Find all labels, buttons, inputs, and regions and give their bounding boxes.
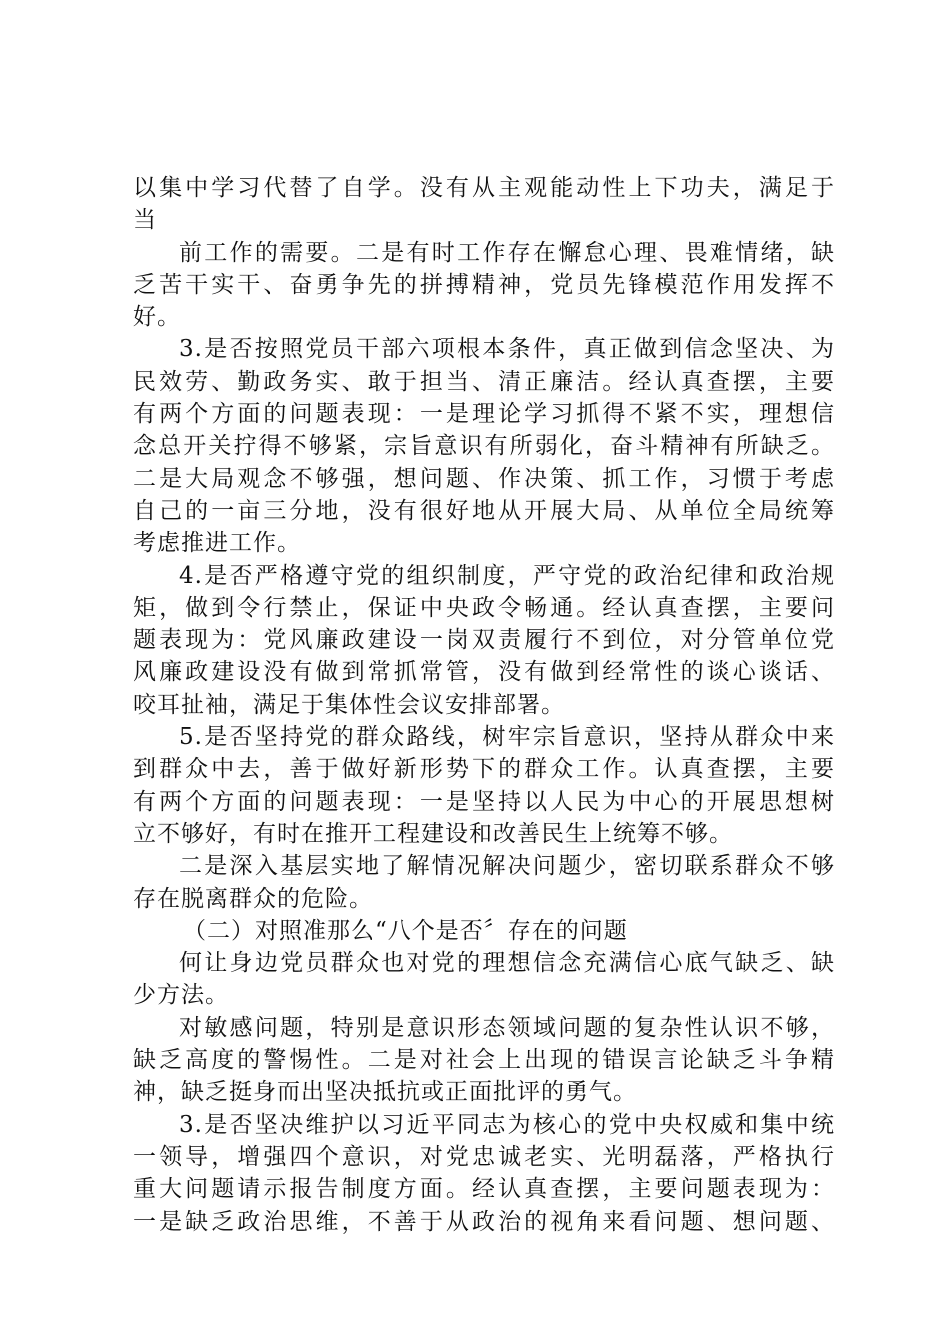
text-line: 好。 bbox=[133, 304, 181, 331]
text-line: 一领导，增强四个意识，对党忠诚老实、光明磊落，严格执行 bbox=[133, 1143, 835, 1170]
text-line: 民效劳、勤政务实、敢于担当、清正廉洁。经认真查摆，主要 bbox=[133, 368, 835, 395]
text-line: 3.是否坚决维护以习近平同志为核心的党中央权威和集中统 bbox=[179, 1111, 835, 1138]
text-line: 二是大局观念不够强，想问题、作决策、抓工作，习惯于考虑 bbox=[133, 465, 835, 492]
text-line: 立不够好，有时在推开工程建设和改善民生上统筹不够。 bbox=[133, 820, 733, 847]
text-line: 重大问题请示报告制度方面。经认真查摆，主要问题表现为： bbox=[133, 1176, 835, 1203]
text-line: 神，缺乏挺身而出坚决抵抗或正面批评的勇气。 bbox=[133, 1079, 637, 1106]
text-line: 有两个方面的问题表现：一是理论学习抓得不紧不实，理想信 bbox=[133, 401, 835, 428]
text-line: 3.是否按照党员干部六项根本条件，真正做到信念坚决、为 bbox=[179, 336, 835, 363]
text-line: 缺乏高度的警惕性。二是对社会上出现的错误言论缺乏斗争精 bbox=[133, 1047, 835, 1074]
section-heading: （二）对照准那么“八个是否〞存在的问题 bbox=[183, 917, 628, 944]
text-line: 矩，做到令行禁止，保证中央政令畅通。经认真查摆，主要问 bbox=[133, 594, 835, 621]
document-body bbox=[133, 172, 835, 1238]
text-line: 自己的一亩三分地，没有很好地从开展大局、从单位全局统筹 bbox=[133, 497, 835, 524]
text-line: 咬耳扯袖，满足于集体性会议安排部署。 bbox=[133, 691, 565, 718]
text-line: 乏苦干实干、奋勇争先的拼搏精神，党员先锋模范作用发挥不 bbox=[133, 271, 835, 298]
text-line: 以集中学习代替了自学。没有从主观能动性上下功夫，满足于 bbox=[133, 175, 835, 201]
text-line: 5.是否坚持党的群众路线，树牢宗旨意识，坚持从群众中来 bbox=[179, 724, 835, 751]
text-line: 何让身边党员群众也对党的理想信念充满信心底气缺乏、缺 bbox=[179, 950, 835, 977]
text-line: 到群众中去，善于做好新形势下的群众工作。认真查摆，主要 bbox=[133, 756, 835, 783]
text-line: 当 bbox=[133, 207, 157, 234]
text-line: 风廉政建设没有做到常抓常管，没有做到经常性的谈心谈话、 bbox=[133, 659, 835, 686]
text-line: 4.是否严格遵守党的组织制度，严守党的政治纪律和政治规 bbox=[179, 562, 835, 589]
text-line: 有两个方面的问题表现：一是坚持以人民为中心的开展思想树 bbox=[133, 788, 835, 815]
text-line: 少方法。 bbox=[133, 982, 229, 1009]
text-line: 念总开关拧得不够紧，宗旨意识有所弱化，奋斗精神有所缺乏。 bbox=[133, 433, 835, 460]
text-line: 二是深入基层实地了解情况解决问题少，密切联系群众不够 bbox=[179, 853, 835, 880]
text-line: 考虑推进工作。 bbox=[133, 530, 301, 557]
text-line: 存在脱离群众的危险。 bbox=[133, 885, 373, 912]
text-line: 题表现为：党风廉政建设一岗双责履行不到位，对分管单位党 bbox=[133, 627, 835, 654]
text-line: 一是缺乏政治思维，不善于从政治的视角来看问题、想问题、 bbox=[133, 1208, 835, 1235]
text-line: 对敏感问题，特别是意识形态领域问题的复杂性认识不够， bbox=[179, 1014, 835, 1041]
text-line: 前工作的需要。二是有时工作存在懈怠心理、畏难情绪，缺 bbox=[179, 239, 835, 266]
